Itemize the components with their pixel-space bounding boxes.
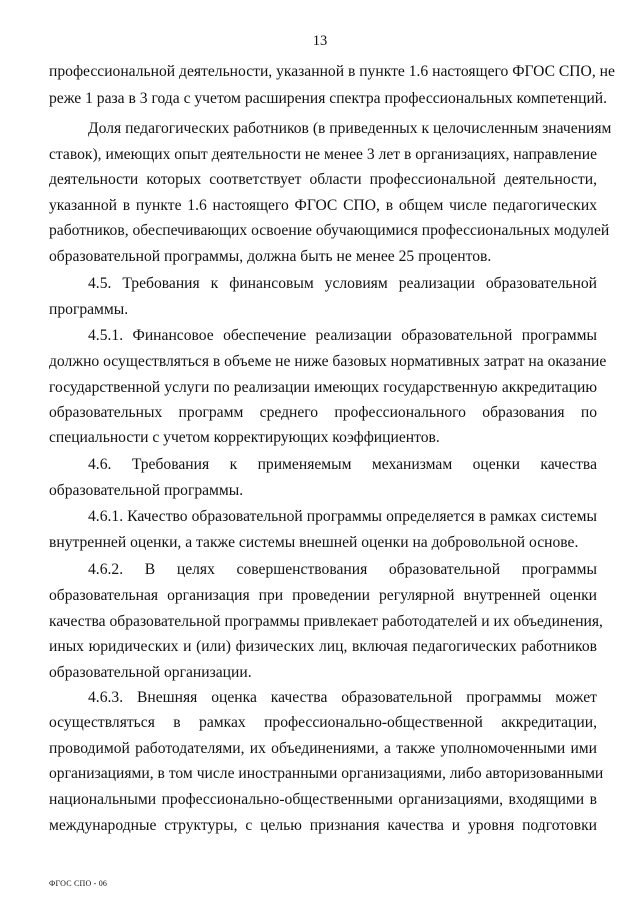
text-line: указанной в пункте 1.6 настоящего ФГОС СПО, в общем числе педагогических (49, 197, 597, 214)
text-line: внутренней оценки, а также системы внешней оценки на добровольной основе. (49, 534, 579, 551)
text-line: 4.5.1. Финансовое обеспечение реализации образовательной программы (88, 327, 597, 344)
text-line: осуществляться в рамках профессионально-общественной аккредитации, (49, 714, 597, 731)
text-line: государственной услуги по реализации имеющих государственную аккредитацию (49, 379, 597, 396)
text-line: работников, обеспечивающих освоение обучающимися профессиональных модулей (49, 222, 610, 239)
text-line: 4.5. Требования к финансовым условиям реализации образовательной (88, 275, 597, 292)
text-line: деятельности которых соответствует области профессиональной деятельности, (49, 171, 597, 188)
text-line: реже 1 раза в 3 года с учетом расширения спектра профессиональных компетенций. (49, 90, 608, 107)
text-line: образовательной программы, должна быть не менее 25 процентов. (49, 248, 492, 265)
text-line: 4.6.2. В целях совершенствования образовательной программы (88, 561, 597, 578)
page-footer: ФГОС СПО - 06 (49, 879, 108, 888)
text-line: образовательной организации. (49, 664, 252, 681)
text-line: должно осуществляться в объеме не ниже базовых нормативных затрат на оказание (49, 353, 607, 370)
text-line: 4.6.1. Качество образовательной программы определяется в рамках системы (88, 508, 597, 525)
text-line: программы. (49, 301, 129, 318)
text-line: 4.6.3. Внешняя оценка качества образовательной программы может (88, 689, 597, 706)
text-line: проводимой работодателями, их объединениями, а также уполномоченными ими (49, 740, 597, 757)
text-line: международные структуры, с целью признания качества и уровня подготовки (49, 817, 597, 834)
text-line: образовательная организация при проведении регулярной внутренней оценки (49, 587, 597, 604)
text-line: специальности с учетом корректирующих коэффициентов. (49, 429, 440, 446)
text-line: профессиональной деятельности, указанной в пункте 1.6 настоящего ФГОС СПО, не (49, 63, 615, 80)
text-line: Доля педагогических работников (в приведенных к целочисленным значениям (88, 120, 612, 137)
text-line: организациями, в том числе иностранными организациями, либо авторизованными (49, 765, 604, 782)
text-line: ставок), имеющих опыт деятельности не менее 3 лет в организациях, направление (49, 146, 597, 163)
text-line: образовательных программ среднего профессионального образования по (49, 404, 597, 421)
text-line: образовательной программы. (49, 482, 244, 499)
text-line: 4.6. Требования к применяемым механизмам оценки качества (88, 456, 597, 473)
text-line: национальными профессионально-общественными организациями, входящими в (49, 791, 597, 808)
text-line: иных юридических и (или) физических лиц, включая педагогических работников (49, 638, 597, 655)
text-line: качества образовательной программы привлекает работодателей и их объединения, (49, 613, 603, 630)
page-number: 13 (312, 33, 328, 49)
